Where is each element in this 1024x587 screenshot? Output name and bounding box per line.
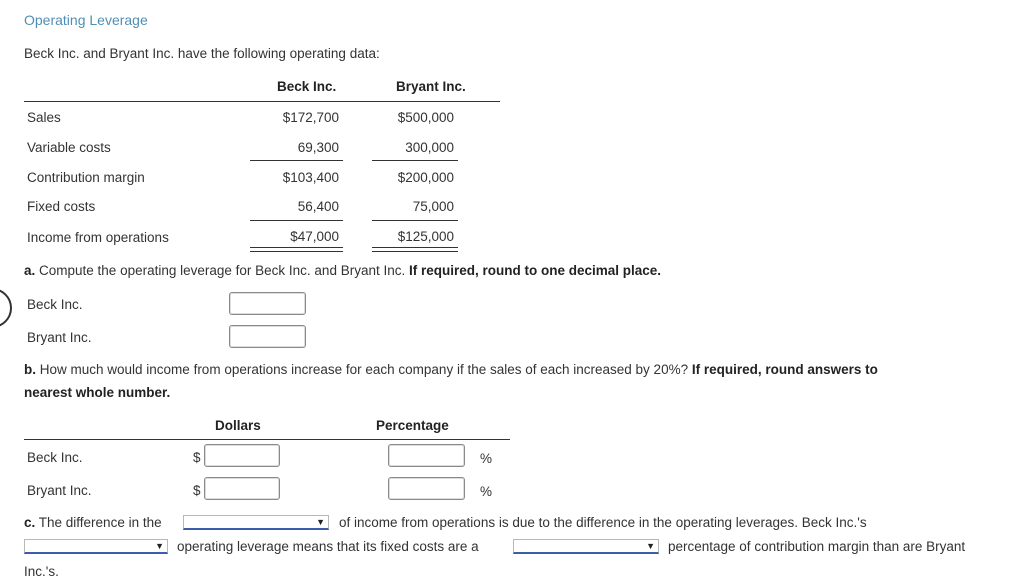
row-label-income-from-operations: Income from operations (27, 230, 169, 245)
bryant-fixed-costs: 75,000 (412, 199, 454, 214)
part-b-text: How much would income from operations increase for each company if the sales of each increased by 20%? (36, 362, 692, 377)
difference-type-dropdown[interactable] (183, 515, 329, 530)
part-b-instruction-2: nearest whole number. (24, 385, 171, 400)
part-c-text-2: of income from operations is due to the difference in the operating leverages. Beck Inc.'s (339, 515, 867, 530)
part-a-instruction: If required, round to one decimal place. (408, 263, 662, 278)
col-header-percentage: Percentage (376, 418, 449, 433)
part-a-question (24, 263, 661, 278)
beck-fixed-costs: 56,400 (297, 199, 339, 214)
beck-sales: $172,700 (282, 110, 339, 125)
row-label-sales: Sales (27, 110, 61, 125)
part-b-header-rule (24, 439, 510, 440)
row-label-variable-costs: Variable costs (27, 140, 111, 155)
part-a-label-bryant: Bryant Inc. (27, 330, 92, 345)
bryant-income-from-operations: $125,000 (397, 229, 454, 244)
bryant-total-double-rule (372, 247, 458, 252)
bryant-percentage-increase-input[interactable] (388, 477, 465, 500)
beck-percent-sign: % (480, 451, 493, 466)
part-b-label-bryant: Bryant Inc. (27, 483, 92, 498)
beck-dollars-increase-input[interactable] (204, 444, 280, 467)
page-title: Operating Leverage (24, 12, 148, 28)
part-c-text-4: percentage of contribution margin than are Bryant (668, 539, 966, 554)
part-a-prefix: a. (24, 263, 36, 278)
part-b-label-beck: Beck Inc. (27, 450, 83, 465)
chevron-down-icon: ▼ (316, 517, 325, 527)
col-header-dollars: Dollars (215, 418, 261, 433)
part-b-prefix: b. (24, 362, 36, 377)
bryant-subtotal-rule-1 (372, 160, 458, 161)
part-c-text-3: operating leverage means that its fixed costs are a (177, 539, 479, 554)
intro-text: Beck Inc. and Bryant Inc. have the following operating data: (24, 46, 380, 61)
part-c-prefix: c. (24, 515, 36, 530)
beck-total-double-rule (250, 247, 343, 252)
header-rule (24, 101, 500, 102)
chevron-down-icon: ▼ (155, 541, 164, 551)
question-marker-circle (0, 288, 12, 328)
beck-variable-costs: 69,300 (297, 140, 339, 155)
beck-percentage-increase-input[interactable] (388, 444, 465, 467)
part-b-instruction-1: If required, round answers to (691, 362, 878, 377)
bryant-sales: $500,000 (397, 110, 454, 125)
beck-subtotal-rule-2 (250, 220, 343, 221)
chevron-down-icon: ▼ (646, 541, 655, 551)
part-c-text-5: Inc.'s. (24, 564, 59, 579)
beck-income-from-operations: $47,000 (290, 229, 339, 244)
part-a-label-beck: Beck Inc. (27, 297, 83, 312)
beck-subtotal-rule-1 (250, 160, 343, 161)
bryant-operating-leverage-input[interactable] (229, 325, 306, 348)
bryant-percent-sign: % (480, 484, 493, 499)
beck-operating-leverage-input[interactable] (229, 292, 306, 315)
header-bryant: Bryant Inc. (396, 79, 466, 94)
bryant-dollars-increase-input[interactable] (204, 477, 280, 500)
part-a-text: Compute the operating leverage for Beck Inc. and Bryant Inc. (35, 263, 409, 278)
header-beck: Beck Inc. (277, 79, 337, 94)
leverage-size-dropdown[interactable] (24, 539, 168, 554)
part-b-question (24, 362, 878, 377)
part-c-line-1 (24, 515, 162, 530)
bryant-dollar-sign: $ (193, 483, 201, 498)
fixed-cost-percentage-dropdown[interactable] (513, 539, 659, 554)
bryant-subtotal-rule-2 (372, 220, 458, 221)
beck-dollar-sign: $ (193, 450, 201, 465)
beck-contribution-margin: $103,400 (282, 170, 339, 185)
bryant-variable-costs: 300,000 (405, 140, 454, 155)
bryant-contribution-margin: $200,000 (397, 170, 454, 185)
row-label-fixed-costs: Fixed costs (27, 199, 96, 214)
part-c-text-1: The difference in the (35, 515, 162, 530)
row-label-contribution-margin: Contribution margin (27, 170, 145, 185)
